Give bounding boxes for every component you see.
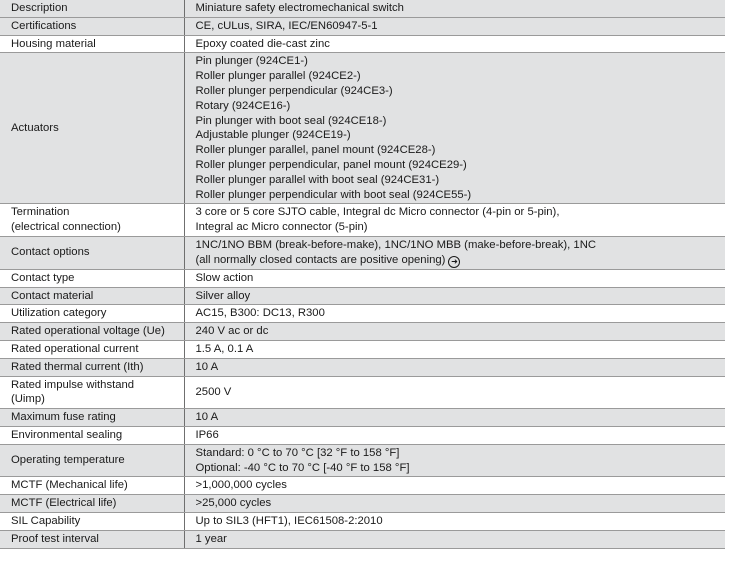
row-value: Silver alloy [184, 287, 725, 305]
table-row [0, 0, 725, 17]
positive-opening-icon: ➜ [448, 256, 460, 268]
table-row [0, 53, 725, 204]
row-value: Pin plunger (924CE1-) Roller plunger parallel (924CE2-) Roller plunger perpendicular (924CE3-) Rotary (924CE16-) Pin plunger with boot seal (924CE18-) Adjustable plunger (924CE19-) Roller plunger parallel, panel mount (924CE28-) Roller plunger perpendicular, panel mount (924CE29-) Roller plunger parallel with boot seal (924CE31-) Roller plunger perpendicular with boot seal (924CE55-) [184, 53, 725, 204]
table-row [0, 204, 725, 237]
table-row [0, 409, 725, 427]
row-value: 10 A [184, 358, 725, 376]
row-value: 1.5 A, 0.1 A [184, 340, 725, 358]
table-row [0, 323, 725, 341]
row-value: Slow action [184, 269, 725, 287]
row-label: Rated operational voltage (Ue) [0, 323, 184, 341]
row-value: 2500 V [184, 376, 725, 409]
row-value: 3 core or 5 core SJTO cable, Integral dc Micro connector (4-pin or 5-pin), Integral ac Micro connector (5-pin) [184, 204, 725, 237]
table-row [0, 512, 725, 530]
row-label: Actuators [0, 53, 184, 204]
row-value: AC15, B300: DC13, R300 [184, 305, 725, 323]
row-label: Termination (electrical connection) [0, 204, 184, 237]
row-label: Environmental sealing [0, 426, 184, 444]
row-label: Certifications [0, 17, 184, 35]
row-label: Proof test interval [0, 530, 184, 548]
table-row [0, 530, 725, 548]
table-row [0, 477, 725, 495]
table-row [0, 426, 725, 444]
row-value: 240 V ac or dc [184, 323, 725, 341]
row-label: Contact options [0, 236, 184, 269]
row-label: Operating temperature [0, 444, 184, 477]
table-row [0, 444, 725, 477]
row-label: MCTF (Mechanical life) [0, 477, 184, 495]
table-row [0, 340, 725, 358]
table-row [0, 236, 725, 269]
row-value: Miniature safety electromechanical switch [184, 0, 725, 17]
row-label: Housing material [0, 35, 184, 53]
row-label: Utilization category [0, 305, 184, 323]
row-label: Description [0, 0, 184, 17]
table-row [0, 358, 725, 376]
row-value: >25,000 cycles [184, 495, 725, 513]
row-value: 10 A [184, 409, 725, 427]
table-row [0, 35, 725, 53]
row-value: Epoxy coated die-cast zinc [184, 35, 725, 53]
row-label: Maximum fuse rating [0, 409, 184, 427]
table-row [0, 269, 725, 287]
table-row [0, 495, 725, 513]
row-label: Rated operational current [0, 340, 184, 358]
table-row [0, 287, 725, 305]
table-row [0, 305, 725, 323]
row-label: SIL Capability [0, 512, 184, 530]
row-label: Contact material [0, 287, 184, 305]
row-value: Up to SIL3 (HFT1), IEC61508-2:2010 [184, 512, 725, 530]
row-label: MCTF (Electrical life) [0, 495, 184, 513]
table-row [0, 17, 725, 35]
row-label: Rated thermal current (Ith) [0, 358, 184, 376]
row-value: IP66 [184, 426, 725, 444]
row-value: 1 year [184, 530, 725, 548]
row-label: Contact type [0, 269, 184, 287]
row-value: CE, cULus, SIRA, IEC/EN60947-5-1 [184, 17, 725, 35]
row-value: 1NC/1NO BBM (break-before-make), 1NC/1NO MBB (make-before-break), 1NC (all normally closed contacts are positive opening) ➜ [184, 236, 725, 269]
table-row [0, 376, 725, 409]
row-value: Standard: 0 °C to 70 °C [32 °F to 158 °F] Optional: -40 °C to 70 °C [-40 °F to 158 °F] [184, 444, 725, 477]
row-label: Rated impulse withstand (Uimp) [0, 376, 184, 409]
row-value: >1,000,000 cycles [184, 477, 725, 495]
